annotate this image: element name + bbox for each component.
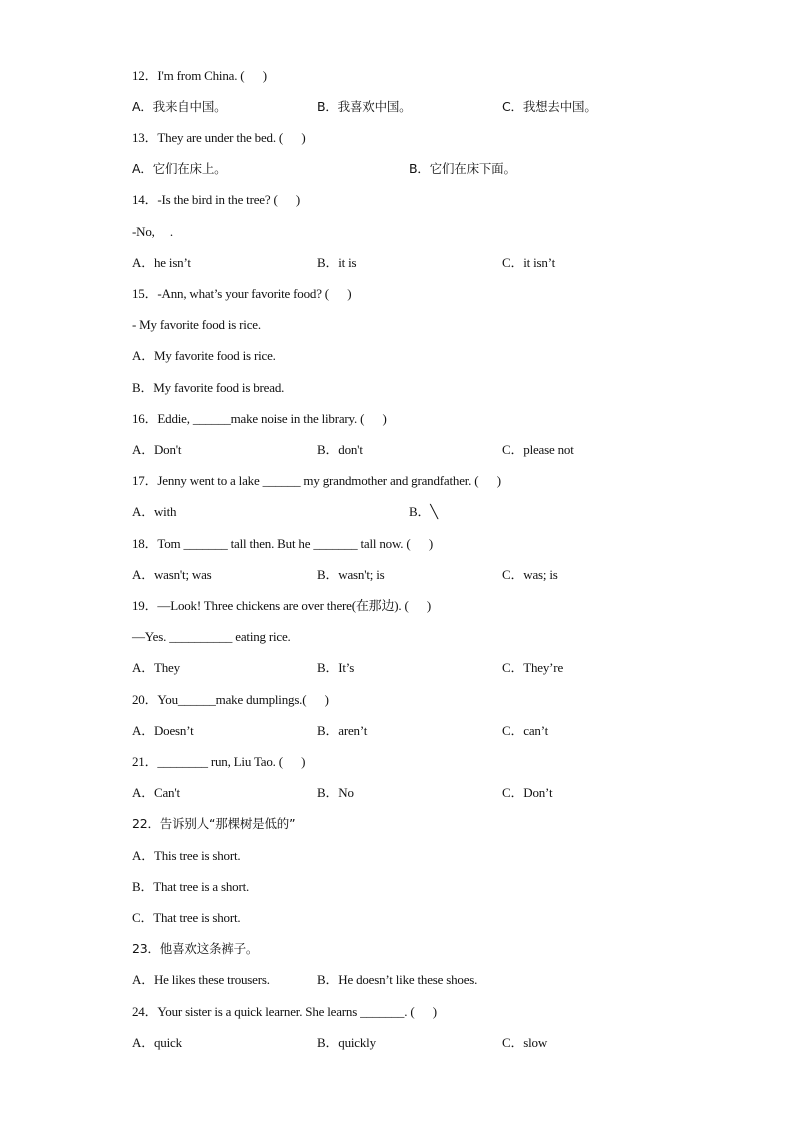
question-18-option-c: C．was; is <box>502 567 558 582</box>
question-14-option-a: A．he isn’t <box>132 255 191 270</box>
question-20-option-a: A．Doesn’t <box>132 723 194 738</box>
question-16-option-b: B．don't <box>317 442 363 457</box>
question-12-option-c: C．我想去中国。 <box>502 99 597 114</box>
question-13-option-a: A．它们在床上。 <box>132 161 227 176</box>
question-21-option-a: A．Can't <box>132 785 180 800</box>
question-17-option-b: B．╲ <box>409 504 438 519</box>
question-18-stem: 18．Tom _______ tall then. But he _______ tall now. ( ) <box>132 536 433 551</box>
question-16-option-a: A．Don't <box>132 442 182 457</box>
question-14-stem: 14．-Is the bird in the tree? ( ) <box>132 192 301 207</box>
question-19-option-b: B．It’s <box>317 660 355 675</box>
question-12-option-b: B．我喜欢中国。 <box>317 99 412 114</box>
question-23-option-a: A．He likes these trousers. <box>132 972 270 987</box>
question-21-option-b: B．No <box>317 785 354 800</box>
question-13-option-b: B．它们在床下面。 <box>409 161 516 176</box>
question-21-stem: 21．________ run, Liu Tao. ( ) <box>132 754 306 769</box>
question-22-stem: 22．告诉别人“那棵树是低的” <box>132 816 296 831</box>
question-19-reply: —Yes. __________ eating rice. <box>132 629 291 644</box>
question-16-option-c: C．please not <box>502 442 574 457</box>
question-20-stem: 20．You______make dumplings.( ) <box>132 692 329 707</box>
question-19-option-a: A．They <box>132 660 180 675</box>
question-15-reply: - My favorite food is rice. <box>132 317 261 332</box>
question-17-stem: 17．Jenny went to a lake ______ my grandmother and grandfather. ( ) <box>132 473 501 488</box>
question-14-option-c: C．it isn’t <box>502 255 556 270</box>
question-24-option-b: B．quickly <box>317 1035 376 1050</box>
question-21-option-c: C．Don’t <box>502 785 553 800</box>
question-15-option-a: A．My favorite food is rice. <box>132 348 276 363</box>
question-20-option-c: C．can’t <box>502 723 549 738</box>
question-23-stem: 23．他喜欢这条裤子。 <box>132 941 259 956</box>
question-18-option-b: B．wasn't; is <box>317 567 385 582</box>
question-12-stem: 12．I'm from China. ( ) <box>132 68 267 83</box>
question-19-option-c: C．They’re <box>502 660 564 675</box>
question-15-stem: 15．-Ann, what’s your favorite food? ( ) <box>132 286 352 301</box>
question-15-option-b: B．My favorite food is bread. <box>132 380 285 395</box>
question-22-option-c: C．That tree is short. <box>132 910 241 925</box>
question-19-stem: 19．—Look! Three chickens are over there(在那边). ( ) <box>132 598 432 613</box>
question-22-option-b: B．That tree is a short. <box>132 879 250 894</box>
question-18-option-a: A．wasn't; was <box>132 567 212 582</box>
question-23-option-b: B．He doesn’t like these shoes. <box>317 972 478 987</box>
question-24-stem: 24．Your sister is a quick learner. She learns _______. ( ) <box>132 1004 437 1019</box>
question-22-option-a: A．This tree is short. <box>132 848 241 863</box>
question-14-option-b: B．it is <box>317 255 357 270</box>
question-24-option-c: C．slow <box>502 1035 548 1050</box>
question-20-option-b: B．aren’t <box>317 723 368 738</box>
question-14-reply: -No, . <box>132 224 173 239</box>
question-17-option-a: A．with <box>132 504 177 519</box>
question-13-stem: 13．They are under the bed. ( ) <box>132 130 306 145</box>
question-24-option-a: A．quick <box>132 1035 182 1050</box>
question-12-option-a: A．我来自中国。 <box>132 99 227 114</box>
question-16-stem: 16．Eddie, ______make noise in the library. ( ) <box>132 411 387 426</box>
